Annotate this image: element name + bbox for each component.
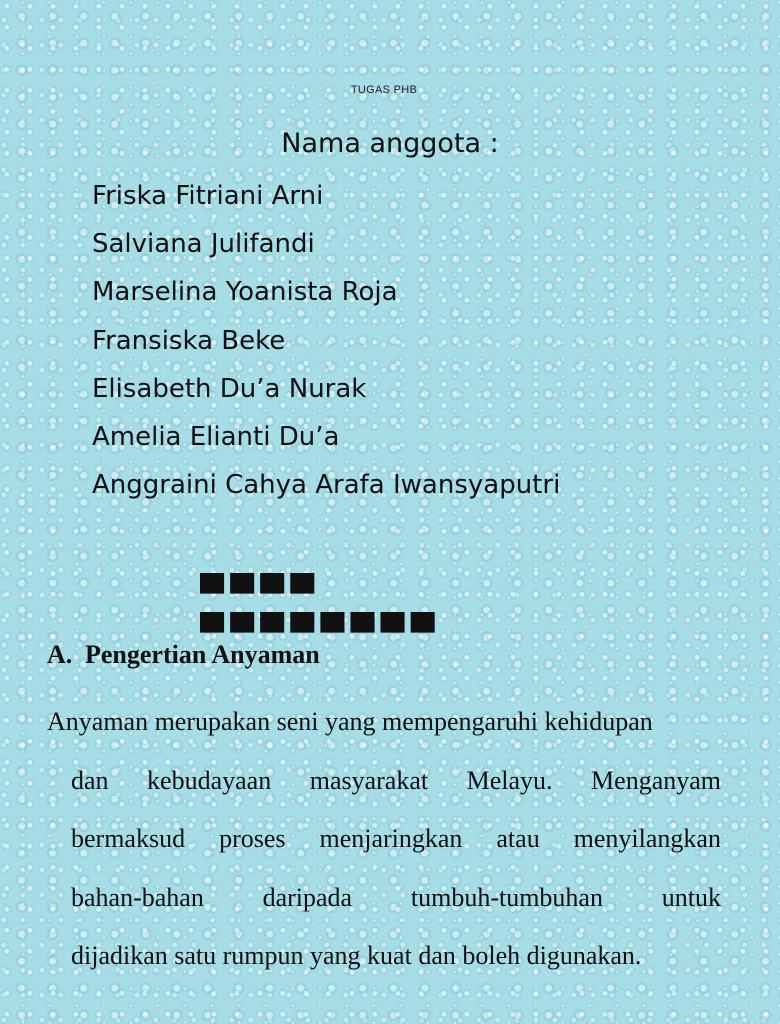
word: proses [219, 824, 286, 853]
word: atau [496, 824, 540, 853]
word: menjaringkan [319, 824, 463, 853]
paragraph-line: dijadikan satu rumpun yang kuat dan boleh digunakan. [71, 941, 642, 970]
clipped-title-glyphs: ▀▀▀▀ ▀▀▀▀▀▀▀▀ [200, 574, 441, 651]
word: untuk [661, 882, 721, 912]
slide-header: TUGAS PHB [350, 84, 418, 96]
word: Melayu. [466, 765, 553, 795]
member-name: Amelia Elianti Du’a [92, 421, 340, 452]
member-name: Salviana Julifandi [92, 229, 315, 260]
word: kebudayaan [147, 765, 272, 795]
clipped-title-decoration [200, 548, 560, 651]
paragraph-line [47, 876, 721, 935]
member-name: Friska Fitriani Arni [92, 181, 324, 211]
paragraph-line [47, 759, 721, 818]
section-heading [47, 640, 320, 670]
word: dan [71, 765, 109, 795]
body-paragraph [47, 700, 721, 993]
word: Menganyam [591, 765, 721, 795]
word: tumbuh-tumbuhan [410, 882, 603, 912]
member-name: Anggraini Cahya Arafa Iwansyaputri [92, 470, 561, 501]
member-name: Fransiska Beke [92, 325, 286, 356]
word: bermaksud [71, 824, 186, 853]
paragraph-line: Anyaman merupakan seni yang mempengaruhi kehidupan [47, 707, 653, 736]
member-name: Elisabeth Du’a Nurak [92, 373, 367, 404]
word: daripada [262, 882, 353, 912]
word: bahan-bahan [71, 882, 204, 912]
members-list [92, 172, 560, 509]
word: masyarakat [309, 765, 429, 795]
section-title: Pengertian Anyaman [85, 640, 320, 669]
member-name: Marselina Yoanista Roja [92, 277, 398, 308]
section-marker: A. [47, 640, 73, 669]
members-title: Nama anggota : [281, 128, 499, 159]
word: menyilangkan [573, 824, 721, 853]
paragraph-line [47, 817, 721, 876]
